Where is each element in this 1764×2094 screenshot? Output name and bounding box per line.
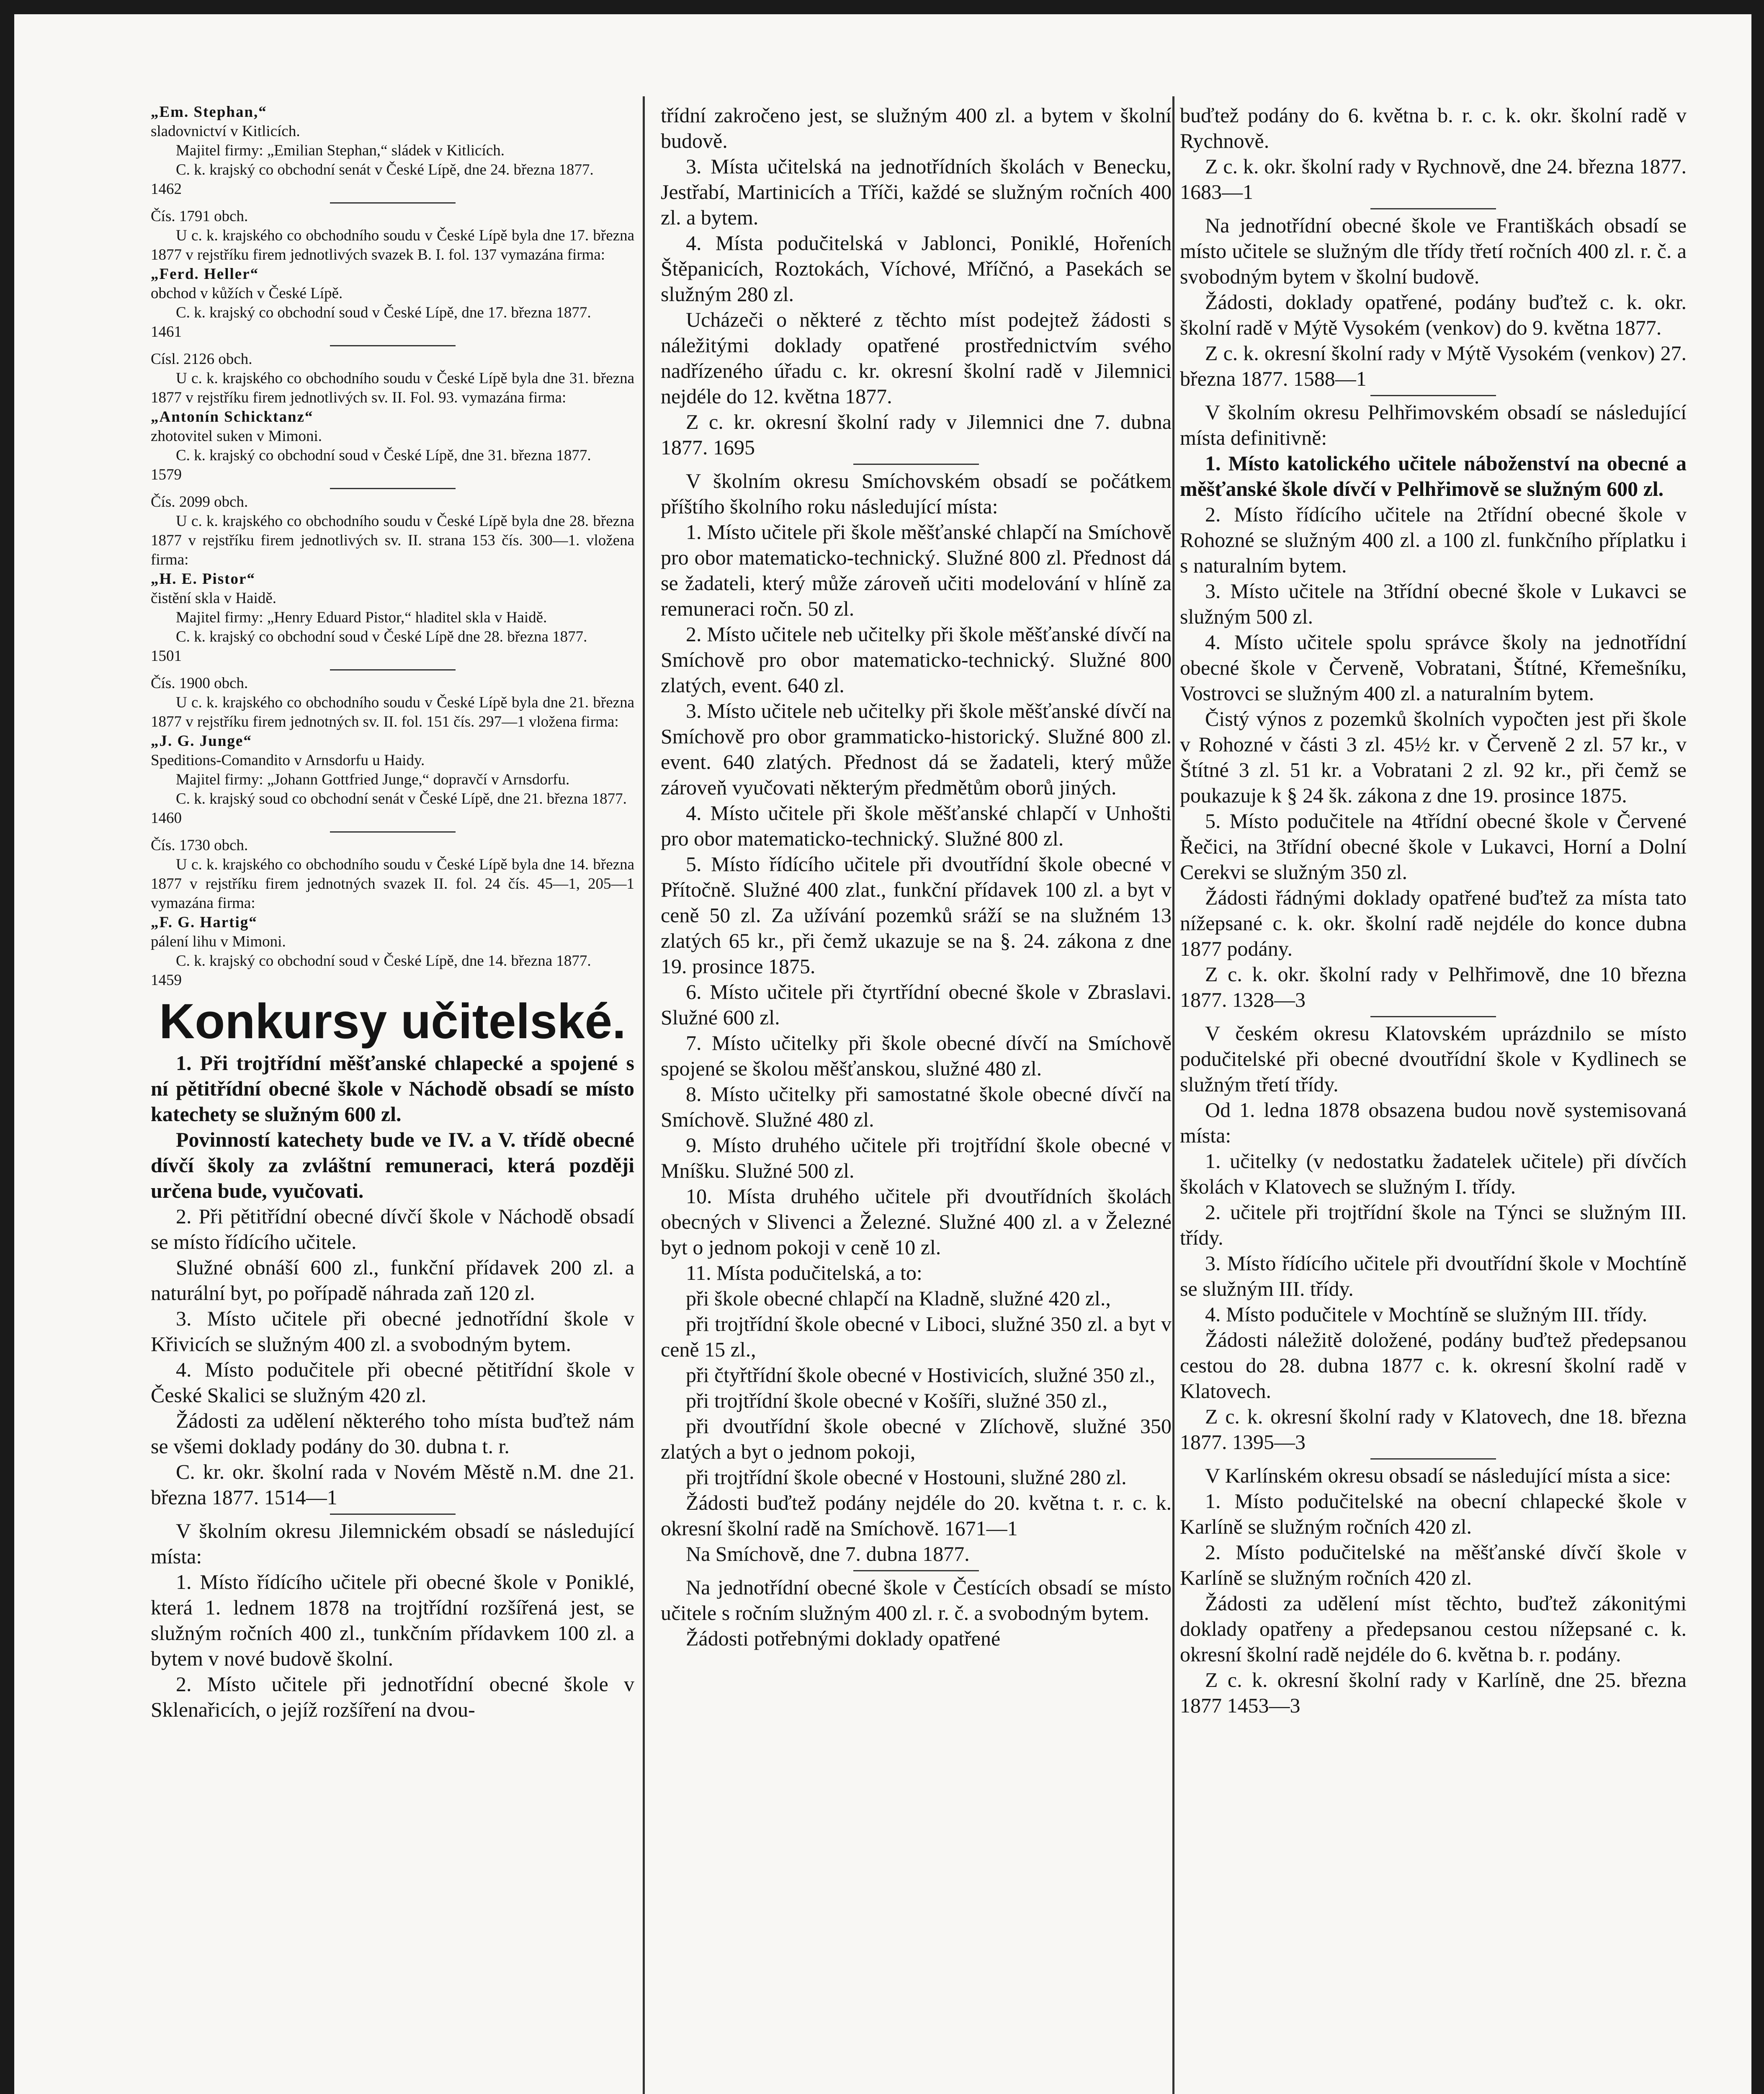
paragraph: C. k. krajský co obchodní soud v České Lípě, dne 17. března 1877. [176,304,591,321]
paragraph: 2. Místo učitele při jednotřídní obecné škole v Sklenařicích, o jejíž rozšíření na dvou- [151,1672,634,1721]
section-divider [1370,208,1496,209]
firm-name: „Antonín Schicktanz“ [151,408,314,426]
scan-border-right [1751,0,1764,2094]
paragraph: při škole obecné chlapčí na Kladně, služné 420 zl., [686,1287,1111,1310]
reference-number: 1579 [151,466,182,483]
scan-border-top [0,0,1764,14]
paragraph: 5. Místo podučitele na 4třídní obecné škole v Červené Řečici, na 3třídní obecné škole v Lukavci, Horní a Dolní Cerekvi se služným 350 zl. [1180,809,1687,884]
paragraph: U c. k. krajského co obchodního soudu v České Lípě byla dne 17. března 1877 v rejstříku firem jednotlivých svazek B. I. fol. 137 vymazána firma: [151,227,634,263]
paragraph: C. k. krajský co obchodní senát v České Lípě, dne 24. března 1877. [176,161,594,178]
paragraph: C. k. krajský co obchodní soud v České Lípě dne 28. března 1877. [176,628,587,645]
reference-number: 1462 [151,181,182,198]
reference-number: 1459 [151,972,182,989]
paragraph: U c. k. krajského co obchodního soudu v České Lípě byla dne 31. března 1877 v rejstříku firem jednotlivých sv. II. Fol. 93. vymazána firma: [151,370,634,406]
paragraph: Na Smíchově, dne 7. dubna 1877. [686,1542,970,1565]
paragraph: třídní zakročeno jest, se služným 400 zl. a bytem v školní budově. [661,103,1172,152]
paragraph: 10. Místa druhého učitele při dvoutřídních školách obecných v Slivenci a Železné. Služné 400 zl. a v Železné byt o jednom pokoji v ceně 10 zl. [661,1184,1172,1259]
paragraph: V školním okresu Jilemnickém obsadí se následující místa: [151,1519,634,1568]
firm-name: „Ferd. Heller“ [151,266,259,283]
paragraph: Z c. kr. okresní školní rady v Jilemnici dne 7. dubna 1877. 1695 [661,410,1172,459]
paragraph: Žádosti řádnými doklady opatřené buďtež za místa tato nížepsané c. k. okr. školní radě nejdéle do konce dubna 1877 podány. [1180,886,1687,960]
paragraph: C. k. krajský soud co obchodní senát v České Lípě, dne 21. března 1877. [176,790,627,807]
paragraph: buďtež podány do 6. května b. r. c. k. okr. školní radě v Rychnově. [1180,103,1687,152]
paragraph: Z c. k. okresní školní rady v Klatovech, dne 18. března 1877. 1395—3 [1180,1405,1687,1454]
paragraph: 3. Místo učitele na 3třídní obecné škole v Lukavci se služným 500 zl. [1180,579,1687,628]
paragraph: 4. Místo učitele spolu správce školy na jednotřídní obecné škole v Červeně, Vobratani, Štítné, Křemešníku, Vostrovci se služným 400 zl. a naturalním bytem. [1180,630,1687,705]
paragraph: 1. Při trojtřídní měšťanské chlapecké a spojené s ní pětitřídní obecné škole v Náchodě obsadí se místo katechety se služným 600 zl. [151,1051,634,1126]
paragraph: 2. Při pětitřídní obecné dívčí škole v Náchodě obsadí se místo řídícího učitele. [151,1204,634,1253]
paragraph: 1. učitelky (v nedostatku žadatelek učitele) při dívčích školách v Klatovech se služným I. třídy. [1180,1149,1687,1198]
paragraph: při trojtřídní škole obecné v Hostouni, služné 280 zl. [686,1465,1127,1489]
paragraph: C. k. krajský co obchodní soud v České Lípě, dne 31. března 1877. [176,447,591,464]
paragraph: Žádosti za udělení míst těchto, buďtež zákonitými doklady opatřeny a předepsanou cestou nížepsané c. k. okresní školní radě nejdéle do 6. května b. r. podány. [1180,1591,1687,1666]
paragraph: C. kr. okr. školní rada v Novém Městě n.M. dne 21. března 1877. 1514—1 [151,1460,634,1509]
paragraph: čistění skla v Haidě. [151,590,277,607]
paragraph: 1. Místo učitele při škole měšťanské chlapčí na Smíchově pro obor matematicko-technický. Služné 800 zl. Přednost dá se žadateli, který může zároveň učiti modelování v hlíně za remuneraci ročn. 50 zl. [661,520,1172,620]
section-divider [1370,395,1496,396]
paragraph: Žádosti, doklady opatřené, podány buďtež c. k. okr. školní radě v Mýtě Vysokém (venkov) do 9. května 1877. [1180,290,1687,339]
paragraph: 2. Místo podučitelské na měšťanské dívčí škole v Karlíně se služným ročních 420 zl. [1180,1540,1687,1589]
reference-number: Čís. 1791 obch. [151,208,248,225]
paragraph: 1. Místo podučitelské na obecní chlapecké škole v Karlíně se služným ročních 420 zl. [1180,1489,1687,1538]
firm-name: „J. G. Junge“ [151,732,252,750]
paragraph: při dvoutřídní škole obecné v Zlíchově, služné 350 zlatých a byt o jednom pokoji, [661,1414,1172,1463]
paragraph: Z c. k. okr. školní rady v Pelhřimově, dne 10 března 1877. 1328—3 [1180,962,1687,1011]
reference-number: 1461 [151,323,182,340]
paragraph: Povinností katechety bude ve IV. a V. třídě obecné dívčí školy za zvláštní remuneraci, která později určena bude, vyučovati. [151,1128,634,1202]
paragraph: sladovnictví v Kitlicích. [151,123,300,140]
paragraph: Majitel firmy: „Johann Gottfried Junge,“ dopravčí v Arnsdorfu. [176,771,570,788]
firm-name: „Em. Stephan,“ [151,103,267,121]
section-divider [853,1570,979,1571]
paragraph: 4. Místo podučitele v Mochtíně se služným III. třídy. [1205,1302,1648,1326]
paragraph: 8. Místo učitelky při samostatné škole obecné dívčí na Smíchově. Služné 480 zl. [661,1082,1172,1131]
reference-number: Čís. 1730 obch. [151,837,248,854]
paragraph: 5. Místo řídícího učitele při dvoutřídní škole obecné v Přítočně. Služné 400 zlat., funkční přídavek 100 zl. a byt v ceně 50 zl. Za užívání pozemků sráží se na služném 13 zlatých 65 kr., při čemž ukazuje se na §. 24. zákona z dne 19. prosince 1875. [661,852,1172,978]
paragraph: 1. Místo řídícího učitele při obecné škole v Poniklé, která 1. lednem 1878 na trojtřídní rozšířená jest, se služným ročních 400 zl., tunkčním přídavkem 100 zl. a bytem v nové budově školní. [151,1570,634,1670]
paragraph: Žádosti za udělení některého toho místa buďtež nám se všemi doklady podány do 30. dubna t. r. [151,1409,634,1458]
paragraph: 3. Místo učitele při obecné jednotřídní škole v Křivicích se služným 400 zl. a svobodným bytem. [151,1307,634,1356]
paragraph: V školním okresu Pelhřimovském obsadí se následující místa definitivně: [1180,400,1687,449]
paragraph: Z c. k. okresní školní rady v Karlíně, dne 25. března 1877 1453—3 [1180,1668,1687,1717]
paragraph: Služné obnáší 600 zl., funkční přídavek 200 zl. a naturální byt, po pořípadě náhrada zaň 120 zl. [151,1256,634,1305]
paragraph: 2. Místo řídícího učitele na 2třídní obecné škole v Rohozné se služným 400 zl. a 100 zl. funkčního příplatku i s naturalním bytem. [1180,503,1687,577]
paragraph: při čtyřtřídní škole obecné v Hostivicích, služné 350 zl., [686,1363,1155,1387]
section-divider [330,345,456,346]
paragraph: 3. Místo učitele neb učitelky při škole měšťanské dívčí na Smíchově pro obor grammaticko-historický. Služné 800 zl. event. 640 zlatých. Přednost dá se žadateli, který může zároveň vyučovati některým předmětům oborů jiných. [661,699,1172,799]
paragraph: 11. Místa podučitelská, a to: [686,1261,922,1284]
paragraph: V školním okresu Smíchovském obsadí se počátkem příštího školního roku následující místa: [661,469,1172,518]
paragraph: 3. Místa učitelská na jednotřídních školách v Benecku, Jestřabí, Martinicích a Tříči, každé se služným ročních 400 zl. a bytem. [661,155,1172,229]
section-divider [330,202,456,204]
paragraph: Majitel firmy: „Emilian Stephan,“ sládek v Kitlicích. [176,142,505,159]
paragraph: Na jednotřídní obecné škole v Čestících obsadí se místo učitele s ročním služným 400 zl. r. č. a svobodným bytem. [661,1576,1172,1625]
column-3 [1180,103,1687,2094]
paragraph: 4. Místa podučitelská v Jablonci, Poniklé, Hořeních Štěpanicích, Roztokách, Víchové, Mříčnó, a Pasekách se služným 280 zl. [661,231,1172,306]
paragraph: Ucházeči o některé z těchto míst podejtež žádosti s náležitými doklady opatřené prostřednictvím svého nadřízeného úřadu c. kr. okresní školní radě v Jilemnici nejdéle do 12. května 1877. [661,308,1172,408]
paragraph: Na jednotřídní obecné škole ve Františkách obsadí se místo učitele se služným dle třídy třetí ročních 400 zl. r. č. a svobodným bytem v školní budově. [1180,214,1687,288]
column-rule [643,96,645,2094]
paragraph: pálení lihu v Mimoni. [151,933,286,950]
paragraph: V českém okresu Klatovském uprázdnilo se místo podučitelské při obecné dvoutřídní škole v Kydlinech se služným třetí třídy. [1180,1021,1687,1096]
paragraph: U c. k. krajského co obchodního soudu v České Lípě byla dne 14. března 1877 v rejstříku firem jednotných svazek II. fol. 24 čís. 45—1, 205—1 vymazána firma: [151,856,634,912]
paragraph: U c. k. krajského co obchodního soudu v České Lípě byla dne 28. března 1877 v rejstříku firem jednotlivých sv. II. strana 153 čís. 300—1. vložena firma: [151,513,634,568]
paragraph: 2. učitele při trojtřídní škole na Týnci se služným III. třídy. [1180,1200,1687,1249]
section-divider [330,669,456,670]
section-divider [330,1514,456,1515]
section-divider [1370,1458,1496,1460]
reference-number: 1501 [151,647,182,665]
commercial-register-notices [151,103,634,990]
paragraph: 6. Místo učitele při čtyrtřídní obecné škole v Zbraslavi. Služné 600 zl. [661,980,1172,1029]
reference-number: Čís. 1900 obch. [151,675,248,692]
paragraph: Žádosti potřebnými doklady opatřené [686,1627,1001,1650]
paragraph: Z c. k. okresní školní rady v Mýtě Vysokém (venkov) 27. března 1877. 1588—1 [1180,341,1687,390]
section-divider [330,488,456,489]
section-divider [1370,1016,1496,1017]
paragraph: V Karlínském okresu obsadí se následující místa a sice: [1205,1464,1671,1487]
paragraph: 4. Místo učitele při škole měšťanské chlapčí v Unhošti pro obor matematicko-technický. Služné 800 zl. [661,801,1172,850]
paragraph: Speditions-Comandito v Arnsdorfu u Haidy. [151,752,425,769]
paragraph: Žádosti náležitě doložené, podány buďtež předepsanou cestou do 28. dubna 1877 c. k. okresní školní radě v Klatovech. [1180,1328,1687,1403]
paragraph: C. k. krajský co obchodní soud v České Lípě, dne 14. března 1877. [176,952,591,970]
firm-name: „H. E. Pistor“ [151,570,255,588]
paragraph: 9. Místo druhého učitele při trojtřídní škole obecné v Mníšku. Služné 500 zl. [661,1133,1172,1182]
paragraph: obchod v kůžích v České Lípě. [151,285,343,302]
reference-number: Císl. 2126 obch. [151,351,252,368]
paragraph: Z c. k. okr. školní rady v Rychnově, dne 24. března 1877. 1683—1 [1180,155,1687,204]
teacher-vacancies-part-1 [151,1050,634,1723]
scan-border-left [0,0,14,2094]
column-1 [151,103,634,2094]
paragraph: při trojtřídní škole obecné v Košíři, služné 350 zl., [686,1389,1107,1412]
paragraph: při trojtřídní škole obecné v Liboci, služné 350 zl. a byt v ceně 15 zl., [661,1312,1172,1361]
section-divider [853,464,979,465]
column-2 [661,103,1172,2094]
paragraph: 4. Místo podučitele při obecné pětitřídní škole v České Skalici se služným 420 zl. [151,1358,634,1407]
reference-number: 1460 [151,810,182,827]
paragraph: Majitel firmy: „Henry Eduard Pistor,“ hladitel skla v Haidě. [176,609,547,626]
paragraph: 1. Místo katolického učitele náboženství na obecné a měšťanské škole dívčí v Pelhřimově se služným 600 zl. [1180,451,1687,500]
paragraph: 2. Místo učitele neb učitelky při škole měšťanské dívčí na Smíchově pro obor matematicko-technický. Služné 800 zlatých, event. 640 zl. [661,622,1172,697]
reference-number: Čís. 2099 obch. [151,493,248,511]
paragraph: Žádosti buďtež podány nejdéle do 20. května t. r. c. k. okresní školní radě na Smíchově. 1671—1 [661,1491,1172,1540]
paragraph: zhotovitel suken v Mimoni. [151,428,322,445]
firm-name: „F. G. Hartig“ [151,914,258,931]
section-divider [330,831,456,833]
paragraph: 7. Místo učitelky při škole obecné dívčí na Smíchově spojené se školou měšťanskou, služné 480 zl. [661,1031,1172,1080]
column-rule [1172,96,1174,2094]
section-heading: Konkursy učitelské. [159,994,626,1049]
paragraph: U c. k. krajského co obchodního soudu v České Lípě byla dne 21. března 1877 v rejstříku firem jednotných sv. II. fol. 151 čís. 297—1 vložena firma: [151,694,634,730]
paragraph: Čistý výnos z pozemků školních vypočten jest při škole v Rohozné v části 3 zl. 45½ kr. v Červeně 2 zl. 57 kr., v Štítné 3 zl. 51 kr. a Vobratani 2 zl. 92 kr., při čemž se poukazuje k § 24 šk. zákona z dne 19. prosince 1875. [1180,707,1687,807]
paragraph: 3. Místo řídícího učitele při dvoutřídní škole v Mochtíně se služným III. třídy. [1180,1251,1687,1300]
paragraph: Od 1. ledna 1878 obsazena budou nově systemisovaná místa: [1180,1098,1687,1147]
